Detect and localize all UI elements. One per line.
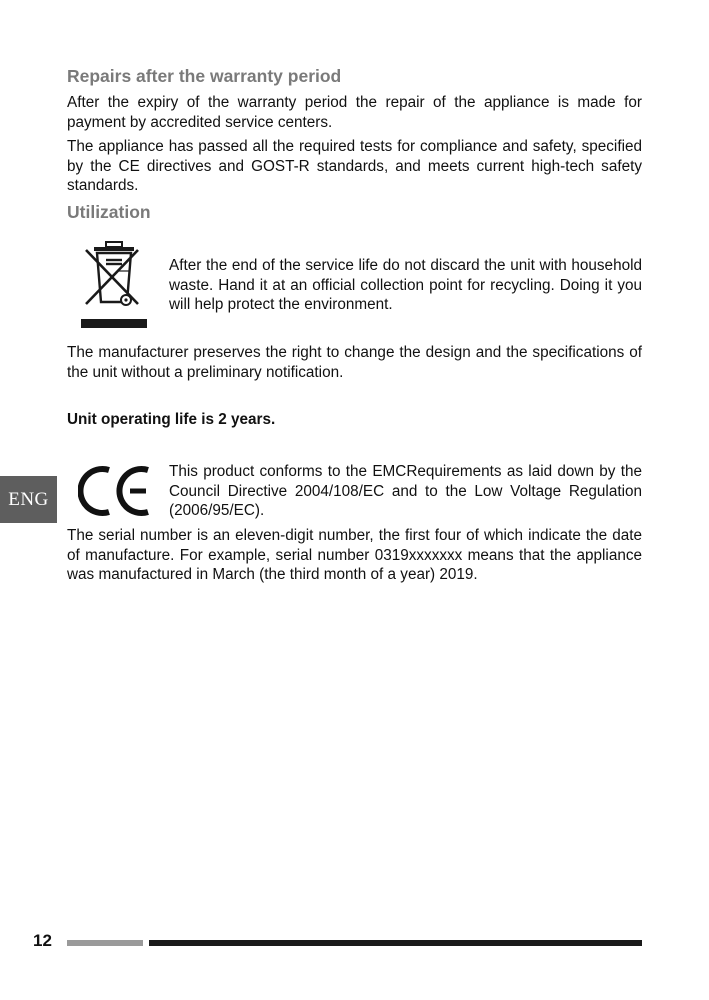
serial-number-note: The serial number is an eleven-digit number, the first four of which indicate the date of manufacture. For example, serial number 0319xxxxxxx means that the appliance was manufactured in March (the third month of a year) 2019.	[67, 527, 642, 583]
footer-rule-black	[149, 940, 642, 946]
ce-conformity-text: This product conforms to the EMCRequirements as laid down by the Council Directive 2004/108/EC and to the Low Voltage Regulation (2006/95/EC).	[169, 463, 642, 519]
repairs-paragraph-1: After the expiry of the warranty period the repair of the appliance is made for payment by accredited service centers.	[67, 94, 642, 131]
manufacturer-note: The manufacturer preserves the right to change the design and the specifications of the unit without a preliminary notification.	[67, 344, 642, 381]
operating-life-statement: Unit operating life is 2 years.	[67, 411, 276, 428]
crossed-out-wheelie-bin-icon	[80, 238, 148, 330]
utilization-heading: Utilization	[67, 202, 151, 222]
footer-rule-grey	[67, 940, 143, 946]
ce-mark-icon	[78, 463, 154, 519]
weee-disposal-text: After the end of the service life do not discard the unit with household waste. Hand it at an official collection point for recycling. Doing it you will help protect the environment.	[169, 257, 642, 313]
language-tab-eng: ENG	[0, 476, 57, 523]
repairs-paragraph-2: The appliance has passed all the required tests for compliance and safety, specified by the CE directives and GOST-R standards, and meets current high-tech safety standards.	[67, 138, 642, 194]
repairs-heading: Repairs after the warranty period	[67, 66, 342, 86]
page-number: 12	[33, 931, 52, 950]
